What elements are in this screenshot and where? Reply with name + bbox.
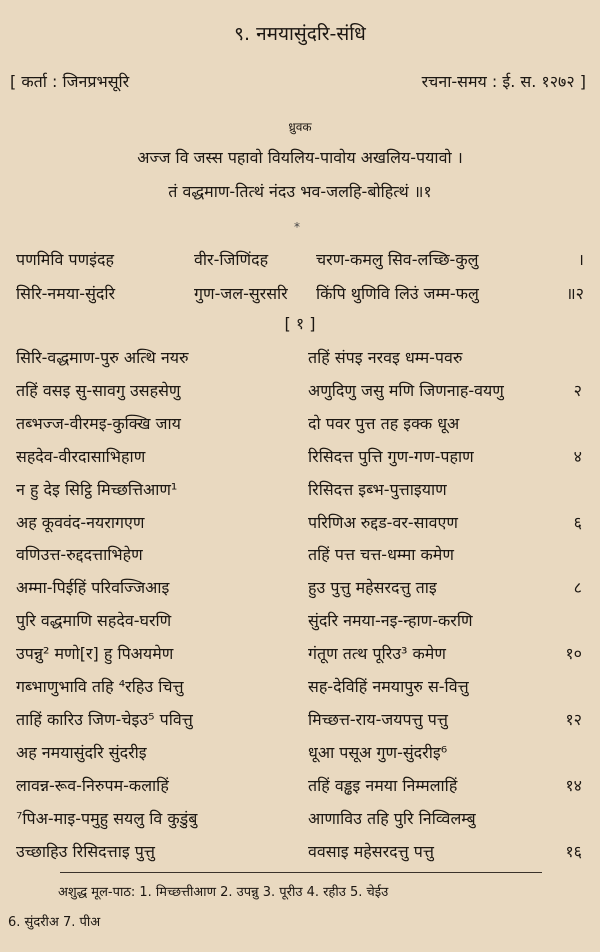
verse-segment: पणमिवि पणइंदह bbox=[16, 250, 114, 269]
verse-line bbox=[16, 807, 582, 835]
opening-verse bbox=[16, 248, 584, 274]
verse-second-half: आणाविउ तहि पुरि निव्विलम्बु bbox=[308, 809, 476, 828]
opening-verse bbox=[16, 282, 584, 308]
verse-first-half: गब्भाणुभावि तहि ⁴रहिउ चित्तु bbox=[16, 677, 184, 696]
verse-second-half: गंतूण तत्थ पूरिउ³ कमेण bbox=[308, 644, 446, 663]
author-label: [ कर्ता : जिनप्रभसूरि bbox=[10, 72, 130, 91]
verse-second-half: रिसिदत्त पुत्ति गुण-गण-पहाण bbox=[308, 447, 474, 466]
verse-number: २ bbox=[573, 381, 582, 400]
verse-first-half: ताहिं कारिउ जिण-चेइउ⁵ पवित्तु bbox=[16, 710, 193, 729]
verse-first-half: पुरि वद्धमाणि सहदेव-घरणि bbox=[16, 611, 172, 630]
verse-second-half: धूआ पसूअ गुण-सुंदरीइ⁶ bbox=[308, 743, 448, 762]
verse-first-half: उच्छाहिउ रिसिदत्ताइ पुत्तु bbox=[16, 842, 155, 861]
verse-first-half: अम्मा-पिईहिं परिवज्जिआइ bbox=[16, 578, 170, 597]
verse-line bbox=[16, 675, 582, 703]
verse-line bbox=[16, 708, 582, 736]
dhruvaka-heading: ध्रुवक bbox=[288, 120, 312, 134]
verse-first-half: अह कूववंद-नयरागएण bbox=[16, 513, 145, 532]
verse-segment: चरण-कमलु सिव-लच्छि-कुलु bbox=[316, 250, 479, 269]
verse-second-half: परिणिअ रुद्दड-वर-सावएण bbox=[308, 513, 458, 532]
footnote-line-1: अशुद्ध मूल-पाठ: 1. मिच्छत्तीआण 2. उपन्नु 3. पूरीउ 4. रहीउ 5. चेईउ bbox=[58, 885, 389, 900]
separator-mark: * bbox=[294, 220, 300, 234]
verse-first-half: ⁷पिअ-माइ-पमुहु सयलु वि कुडुंबु bbox=[16, 809, 198, 828]
verse-second-half: अणुदिणु जसु मणि जिणनाह-वयणु bbox=[308, 381, 504, 400]
verse-number: १० bbox=[565, 644, 582, 663]
verse-line bbox=[16, 642, 582, 670]
verse-first-half: लावन्न-रूव-निरुपम-कलाहिं bbox=[16, 776, 169, 795]
verse-number: ८ bbox=[573, 578, 582, 597]
verse-line bbox=[16, 774, 582, 802]
verse-line bbox=[16, 840, 582, 868]
verse-second-half: ववसाइ महेसरदत्तु पत्तु bbox=[308, 842, 434, 861]
verse-second-half: तहिं पत्त चत्त-धम्मा कमेण bbox=[308, 545, 454, 564]
verse-line bbox=[16, 412, 582, 440]
dhruvaka-line-1: अज्ज वि जस्स पहावो वियलिय-पावोय अखलिय-पयावो । bbox=[137, 148, 463, 167]
verse-first-half: न हु देइ सिट्ठि मिच्छत्तिआण¹ bbox=[16, 480, 178, 499]
verse-number: १४ bbox=[565, 776, 582, 795]
verse-segment: गुण-जल-सुरसरि bbox=[194, 284, 288, 303]
verse-segment: वीर-जिणिंदह bbox=[194, 250, 269, 269]
verse-line bbox=[16, 346, 582, 374]
verse-line bbox=[16, 609, 582, 637]
verse-first-half: सहदेव-वीरदासाभिहाण bbox=[16, 447, 146, 466]
dhruvaka-line-2: तं वद्धमाण-तित्थं नंदउ भव-जलहि-बोहित्थं ॥१ bbox=[168, 182, 432, 201]
verse-first-half: तहिं वसइ सु-सावगु उसहसेणु bbox=[16, 381, 181, 400]
verse-line bbox=[16, 576, 582, 604]
verse-segment: किंपि थुणिवि लिउं जम्म-फलु bbox=[316, 284, 479, 303]
verse-first-half: वणिउत्त-रुद्ददत्ताभिहेण bbox=[16, 545, 143, 564]
verse-second-half: दो पवर पुत्त तह इक्क धूअ bbox=[308, 414, 460, 433]
composition-date: रचना-समय : ई. स. १२७२ ] bbox=[421, 72, 586, 91]
verse-number: १६ bbox=[565, 842, 582, 861]
footnote-line-2: 6. सुंदरीअ 7. पीअ bbox=[8, 915, 101, 930]
verse-second-half: सुंदरि नमया-नइ-न्हाण-करणि bbox=[308, 611, 473, 630]
verse-second-half: तहिं संपइ नरवइ धम्म-पवरु bbox=[308, 348, 463, 367]
verse-number: १२ bbox=[565, 710, 582, 729]
verse-second-half: मिच्छत्त-राय-जयपत्तु पत्तु bbox=[308, 710, 448, 729]
verse-second-half: तहिं वड्ढइ नमया निम्मलाहिं bbox=[308, 776, 458, 795]
verse-line bbox=[16, 511, 582, 539]
verse-first-half: अह नमयासुंदरि सुंदरीइ bbox=[16, 743, 147, 762]
verse-second-half: हुउ पुत्तु महेसरदत्तु ताइ bbox=[308, 578, 437, 597]
verse-first-half: उपन्नु² मणो[र] हु पिअयमेण bbox=[16, 644, 174, 663]
verse-line bbox=[16, 741, 582, 769]
verse-number: ४ bbox=[573, 447, 582, 466]
verse-first-half: तब्भज्ज-वीरमइ-कुक्खि जाय bbox=[16, 414, 181, 433]
verse-segment: सिरि-नमया-सुंदरि bbox=[16, 284, 116, 303]
footnote-divider bbox=[60, 872, 542, 873]
verse-number: ॥२ bbox=[566, 284, 584, 303]
poem-title: ९. नमयासुंदरि-संधि bbox=[234, 23, 366, 45]
verse-second-half: सह-देविहिं नमयापुरु स-वित्तु bbox=[308, 677, 469, 696]
verse-line bbox=[16, 445, 582, 473]
section-heading: [ १ ] bbox=[284, 314, 316, 333]
verse-second-half: रिसिदत्त इब्भ-पुत्ताइयाण bbox=[308, 480, 447, 499]
verse-number: । bbox=[577, 250, 584, 269]
verse-number: ६ bbox=[573, 513, 582, 532]
verse-first-half: सिरि-वद्धमाण-पुरु अत्थि नयरु bbox=[16, 348, 189, 367]
verse-line bbox=[16, 478, 582, 506]
verse-line bbox=[16, 379, 582, 407]
verse-line bbox=[16, 543, 582, 571]
